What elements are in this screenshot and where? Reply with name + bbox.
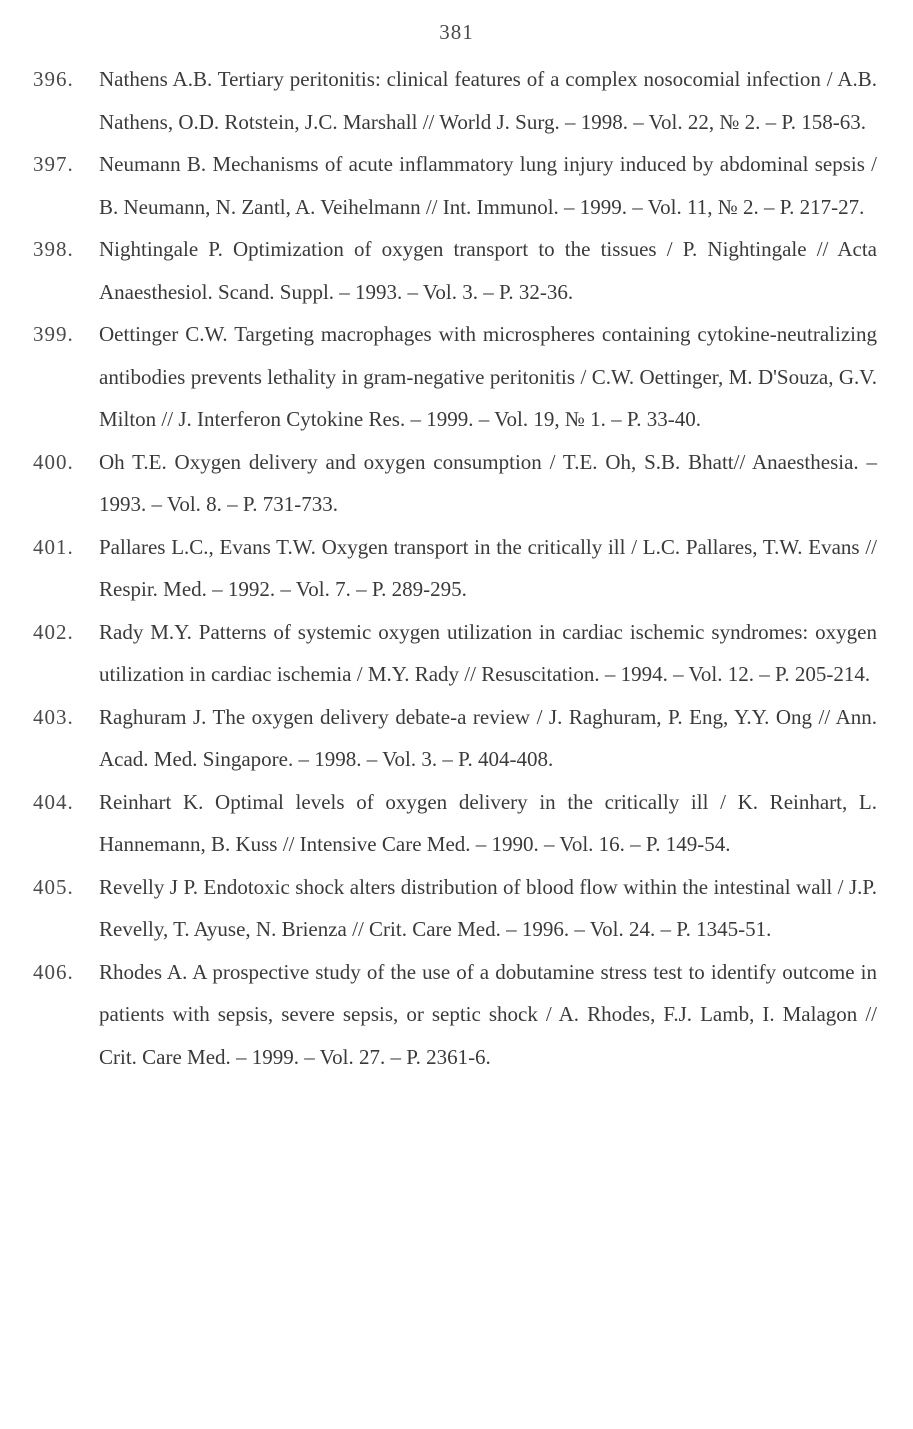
reference-text: Reinhart K. Optimal levels of oxygen delivery in the critically ill / K. Reinhart, L. Hannemann, B. Kuss // Intensive Care Med. – 1990. – Vol. 16. – P. 149-54. xyxy=(99,789,877,856)
reference-text: Neumann B. Mechanisms of acute inflammatory lung injury induced by abdominal sepsis / B. Neumann, N. Zantl, A. Veihelmann // Int. Immunol. – 1999. – Vol. 11, № 2. – P. 217-27. xyxy=(99,152,877,219)
reference-number: 396. xyxy=(33,67,74,91)
reference-text: Rady M.Y. Patterns of systemic oxygen utilization in cardiac ischemic syndromes: oxygen utilization in cardiac ischemia / M.Y. Rady // Resuscitation. – 1994. – Vol. 12. – P. 205-214. xyxy=(99,619,877,686)
page-number: 381 xyxy=(439,20,474,44)
reference-item xyxy=(0,781,913,866)
reference-item xyxy=(0,58,913,143)
reference-text: Raghuram J. The oxygen delivery debate-a review / J. Raghuram, P. Eng, Y.Y. Ong // Ann. Acad. Med. Singapore. – 1998. – Vol. 3. – P. 404-408. xyxy=(99,704,877,771)
reference-number: 402. xyxy=(33,619,74,644)
reference-number: 400. xyxy=(33,449,74,474)
reference-item xyxy=(0,526,913,611)
reference-text: Nathens A.B. Tertiary peritonitis: clinical features of a complex nosocomial infection / A.B. Nathens, O.D. Rotstein, J.C. Marshall // World J. Surg. – 1998. – Vol. 22, № 2. – P. 158-63. xyxy=(99,67,877,134)
reference-text: Pallares L.C., Evans T.W. Oxygen transport in the critically ill / L.C. Pallares, T.W. Evans // Respir. Med. – 1992. – Vol. 7. – P. 289-295. xyxy=(99,534,877,601)
reference-text: Oh T.E. Oxygen delivery and oxygen consumption / T.E. Oh, S.B. Bhatt// Anaesthesia. – 1993. – Vol. 8. – P. 731-733. xyxy=(99,449,877,516)
reference-text: Rhodes A. A prospective study of the use of a dobutamine stress test to identify outcome in patients with sepsis, severe sepsis, or septic shock / A. Rhodes, F.J. Lamb, I. Malagon // Crit. Care Med. – 1999. – Vol. 27. – P. 2361-6. xyxy=(99,959,877,1069)
reference-list xyxy=(0,58,913,1078)
reference-number: 401. xyxy=(33,534,74,559)
reference-text: Nightingale P. Optimization of oxygen transport to the tissues / P. Nightingale // Acta Anaesthesiol. Scand. Suppl. – 1993. – Vol. 3. – P. 32-36. xyxy=(99,237,877,304)
reference-item xyxy=(0,951,913,1079)
reference-text: Oettinger C.W. Targeting macrophages with microspheres containing cytokine-neutralizing antibodies prevents lethality in gram-negative peritonitis / C.W. Oettinger, M. D'Souza, G.V. Milton // J. Interferon Cytokine Res. – 1999. – Vol. 19, № 1. – P. 33-40. xyxy=(99,322,877,431)
reference-text: Revelly J P. Endotoxic shock alters distribution of blood flow within the intestinal wall / J.P. Revelly, T. Ayuse, N. Brienza // Crit. Care Med. – 1996. – Vol. 24. – P. 1345-51. xyxy=(99,874,877,941)
reference-number: 398. xyxy=(33,237,74,261)
reference-item xyxy=(0,611,913,696)
reference-number: 397. xyxy=(33,152,74,176)
reference-number: 406. xyxy=(33,959,74,984)
reference-item xyxy=(0,696,913,781)
reference-number: 405. xyxy=(33,874,74,899)
reference-item xyxy=(0,143,913,228)
reference-item xyxy=(0,228,913,313)
reference-number: 404. xyxy=(33,789,74,814)
reference-number: 399. xyxy=(33,322,74,346)
reference-number: 403. xyxy=(33,704,74,729)
reference-item xyxy=(0,866,913,951)
reference-item xyxy=(0,313,913,441)
reference-item xyxy=(0,441,913,526)
